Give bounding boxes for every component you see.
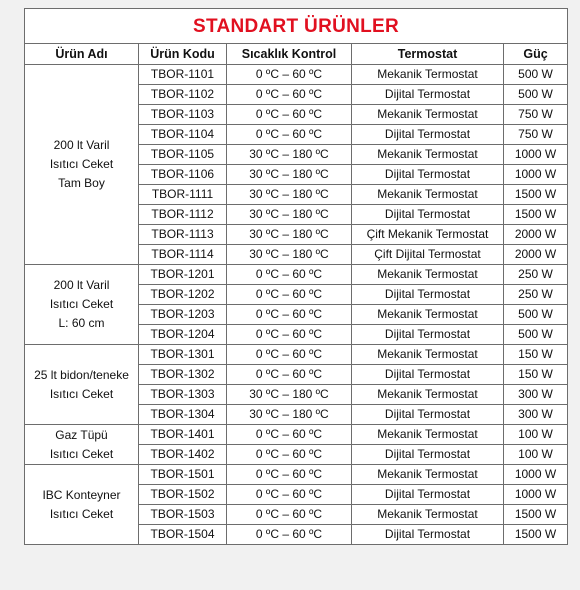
- product-code-cell: TBOR-1302: [139, 365, 227, 385]
- product-code-cell: TBOR-1401: [139, 425, 227, 445]
- temperature-range-cell: 0 ºC – 60 ºC: [227, 325, 352, 345]
- thermostat-cell: Dijital Termostat: [352, 445, 504, 465]
- temperature-range-cell: 30 ºC – 180 ºC: [227, 185, 352, 205]
- power-cell: 500 W: [504, 65, 568, 85]
- thermostat-cell: Mekanik Termostat: [352, 305, 504, 325]
- power-cell: 1500 W: [504, 505, 568, 525]
- product-code-cell: TBOR-1103: [139, 105, 227, 125]
- header-product-name: Ürün Adı: [25, 44, 139, 65]
- product-code-cell: TBOR-1101: [139, 65, 227, 85]
- temperature-range-cell: 0 ºC – 60 ºC: [227, 425, 352, 445]
- thermostat-cell: Çift Dijital Termostat: [352, 245, 504, 265]
- product-code-cell: TBOR-1303: [139, 385, 227, 405]
- product-table: [24, 8, 568, 545]
- temperature-range-cell: 30 ºC – 180 ºC: [227, 205, 352, 225]
- temperature-range-cell: 30 ºC – 180 ºC: [227, 165, 352, 185]
- power-cell: 150 W: [504, 365, 568, 385]
- thermostat-cell: Mekanik Termostat: [352, 265, 504, 285]
- product-name-cell: [25, 265, 139, 345]
- temperature-range-cell: 0 ºC – 60 ºC: [227, 105, 352, 125]
- header-row: [25, 44, 568, 65]
- thermostat-cell: Dijital Termostat: [352, 525, 504, 545]
- thermostat-cell: Dijital Termostat: [352, 285, 504, 305]
- product-name-line: Isıtıcı Ceket: [49, 386, 114, 401]
- power-cell: 100 W: [504, 425, 568, 445]
- product-code-cell: TBOR-1114: [139, 245, 227, 265]
- temperature-range-cell: 0 ºC – 60 ºC: [227, 485, 352, 505]
- product-name-line: Isıtıcı Ceket: [49, 157, 114, 171]
- power-cell: 1000 W: [504, 485, 568, 505]
- power-cell: 250 W: [504, 265, 568, 285]
- product-code-cell: TBOR-1203: [139, 305, 227, 325]
- thermostat-cell: Dijital Termostat: [352, 365, 504, 385]
- temperature-range-cell: 0 ºC – 60 ºC: [227, 445, 352, 465]
- product-code-cell: TBOR-1201: [139, 265, 227, 285]
- power-cell: 1000 W: [504, 145, 568, 165]
- product-name-line: Isıtıcı Ceket: [49, 446, 114, 461]
- temperature-range-cell: 0 ºC – 60 ºC: [227, 265, 352, 285]
- product-code-cell: TBOR-1301: [139, 345, 227, 365]
- power-cell: 300 W: [504, 405, 568, 425]
- product-name-line: Isıtıcı Ceket: [49, 297, 114, 311]
- product-name-cell: [25, 65, 139, 265]
- product-code-cell: TBOR-1402: [139, 445, 227, 465]
- thermostat-cell: Mekanik Termostat: [352, 345, 504, 365]
- table-row: [25, 345, 568, 365]
- temperature-range-cell: 0 ºC – 60 ºC: [227, 505, 352, 525]
- product-code-cell: TBOR-1104: [139, 125, 227, 145]
- power-cell: 2000 W: [504, 225, 568, 245]
- power-cell: 500 W: [504, 325, 568, 345]
- temperature-range-cell: 0 ºC – 60 ºC: [227, 125, 352, 145]
- product-name-line: Tam Boy: [58, 176, 105, 190]
- power-cell: 750 W: [504, 105, 568, 125]
- power-cell: 150 W: [504, 345, 568, 365]
- table-body: [25, 65, 568, 545]
- power-cell: 750 W: [504, 125, 568, 145]
- product-code-cell: TBOR-1501: [139, 465, 227, 485]
- temperature-range-cell: 0 ºC – 60 ºC: [227, 305, 352, 325]
- power-cell: 300 W: [504, 385, 568, 405]
- thermostat-cell: Mekanik Termostat: [352, 425, 504, 445]
- power-cell: 2000 W: [504, 245, 568, 265]
- product-code-cell: TBOR-1105: [139, 145, 227, 165]
- product-name-line: 200 lt Varil: [53, 278, 110, 292]
- thermostat-cell: Dijital Termostat: [352, 125, 504, 145]
- product-code-cell: TBOR-1504: [139, 525, 227, 545]
- product-name-line: IBC Konteyner: [42, 487, 121, 502]
- product-code-cell: TBOR-1503: [139, 505, 227, 525]
- power-cell: 1000 W: [504, 465, 568, 485]
- temperature-range-cell: 0 ºC – 60 ºC: [227, 85, 352, 105]
- title-row: [25, 9, 568, 44]
- product-name-line: 200 lt Varil: [53, 138, 110, 152]
- temperature-range-cell: 0 ºC – 60 ºC: [227, 345, 352, 365]
- thermostat-cell: Dijital Termostat: [352, 165, 504, 185]
- table-row: [25, 425, 568, 445]
- thermostat-cell: Dijital Termostat: [352, 85, 504, 105]
- thermostat-cell: Mekanik Termostat: [352, 385, 504, 405]
- product-code-cell: TBOR-1112: [139, 205, 227, 225]
- power-cell: 1500 W: [504, 205, 568, 225]
- product-code-cell: TBOR-1202: [139, 285, 227, 305]
- thermostat-cell: Mekanik Termostat: [352, 105, 504, 125]
- product-name-cell: [25, 465, 139, 545]
- thermostat-cell: Çift Mekanik Termostat: [352, 225, 504, 245]
- power-cell: 1500 W: [504, 525, 568, 545]
- thermostat-cell: Mekanik Termostat: [352, 505, 504, 525]
- thermostat-cell: Mekanik Termostat: [352, 465, 504, 485]
- table-title: STANDART ÜRÜNLER: [25, 9, 568, 44]
- temperature-range-cell: 0 ºC – 60 ºC: [227, 285, 352, 305]
- temperature-range-cell: 30 ºC – 180 ºC: [227, 405, 352, 425]
- header-power: Güç: [504, 44, 568, 65]
- thermostat-cell: Mekanik Termostat: [352, 145, 504, 165]
- header-product-code: Ürün Kodu: [139, 44, 227, 65]
- product-code-cell: TBOR-1102: [139, 85, 227, 105]
- table-row: [25, 65, 568, 85]
- product-name-line: 25 lt bidon/teneke: [34, 367, 129, 382]
- thermostat-cell: Dijital Termostat: [352, 485, 504, 505]
- temperature-range-cell: 30 ºC – 180 ºC: [227, 145, 352, 165]
- thermostat-cell: Dijital Termostat: [352, 205, 504, 225]
- table-row: [25, 465, 568, 485]
- thermostat-cell: Dijital Termostat: [352, 405, 504, 425]
- product-name-line: L: 60 cm: [58, 316, 105, 330]
- power-cell: 1500 W: [504, 185, 568, 205]
- product-name-cell: [25, 345, 139, 425]
- temperature-range-cell: 0 ºC – 60 ºC: [227, 525, 352, 545]
- product-code-cell: TBOR-1113: [139, 225, 227, 245]
- power-cell: 100 W: [504, 445, 568, 465]
- product-name-cell: [25, 425, 139, 465]
- thermostat-cell: Mekanik Termostat: [352, 185, 504, 205]
- product-name-line: Isıtıcı Ceket: [49, 506, 114, 521]
- temperature-range-cell: 30 ºC – 180 ºC: [227, 245, 352, 265]
- product-sheet: [24, 8, 567, 545]
- power-cell: 250 W: [504, 285, 568, 305]
- temperature-range-cell: 0 ºC – 60 ºC: [227, 465, 352, 485]
- thermostat-cell: Dijital Termostat: [352, 325, 504, 345]
- product-name-line: Gaz Tüpü: [55, 427, 108, 442]
- temperature-range-cell: 30 ºC – 180 ºC: [227, 385, 352, 405]
- temperature-range-cell: 0 ºC – 60 ºC: [227, 65, 352, 85]
- temperature-range-cell: 30 ºC – 180 ºC: [227, 225, 352, 245]
- header-thermostat: Termostat: [352, 44, 504, 65]
- product-code-cell: TBOR-1502: [139, 485, 227, 505]
- temperature-range-cell: 0 ºC – 60 ºC: [227, 365, 352, 385]
- product-code-cell: TBOR-1111: [139, 185, 227, 205]
- product-code-cell: TBOR-1106: [139, 165, 227, 185]
- product-code-cell: TBOR-1204: [139, 325, 227, 345]
- power-cell: 500 W: [504, 85, 568, 105]
- table-row: [25, 265, 568, 285]
- header-temperature-control: Sıcaklık Kontrol: [227, 44, 352, 65]
- power-cell: 500 W: [504, 305, 568, 325]
- thermostat-cell: Mekanik Termostat: [352, 65, 504, 85]
- power-cell: 1000 W: [504, 165, 568, 185]
- product-code-cell: TBOR-1304: [139, 405, 227, 425]
